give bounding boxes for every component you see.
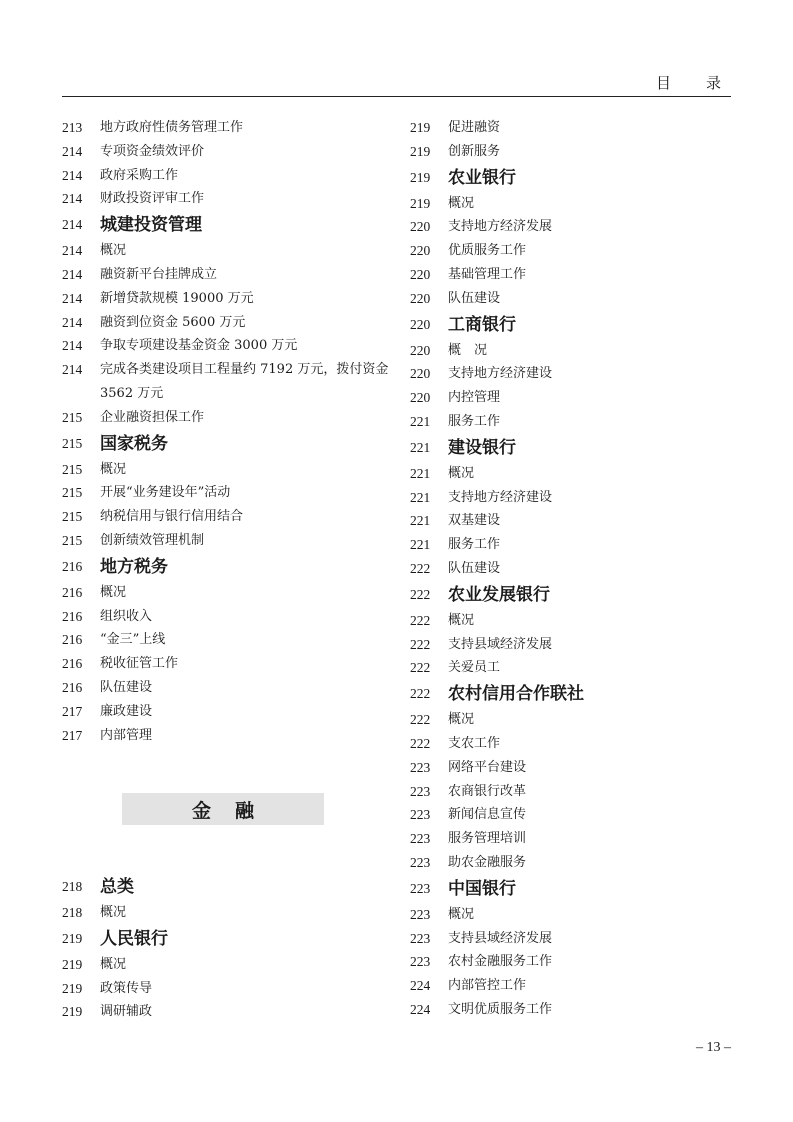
toc-page-number: 222 bbox=[410, 586, 431, 602]
toc-entry bbox=[62, 239, 392, 263]
toc-entry-title: 农村信用合作联社 bbox=[448, 684, 584, 705]
toc-entry-title: 基础管理工作 bbox=[448, 266, 527, 282]
toc-entry-title: 城建投资管理 bbox=[100, 215, 202, 236]
toc-entry-title: 内控管理 bbox=[448, 390, 501, 406]
toc-entry bbox=[410, 263, 740, 287]
toc-entry bbox=[410, 609, 740, 633]
toc-entry-title: 组织收入 bbox=[100, 608, 153, 624]
toc-left-column-after bbox=[62, 873, 392, 1024]
toc-page-number: 220 bbox=[410, 290, 431, 306]
toc-page-number: 222 bbox=[410, 560, 431, 576]
toc-page-number: 224 bbox=[410, 978, 431, 994]
toc-entry-title: 内部管理 bbox=[100, 727, 153, 743]
toc-entry-title: 概况 bbox=[100, 461, 127, 477]
toc-page-number: 216 bbox=[62, 558, 83, 574]
toc-entry bbox=[62, 311, 392, 335]
toc-entry-title: 完成各类建设项目工程量约 7192 万元，拨付资金 3562 万元 bbox=[100, 362, 389, 401]
toc-page-number: 220 bbox=[410, 219, 431, 235]
toc-entry bbox=[410, 486, 740, 510]
toc-page-number: 221 bbox=[410, 413, 431, 429]
toc-entry-title: 企业融资担保工作 bbox=[100, 409, 205, 425]
toc-page-number: 220 bbox=[410, 390, 431, 406]
toc-entry bbox=[410, 462, 740, 486]
toc-entry-title: 专项资金绩效评价 bbox=[100, 143, 205, 159]
toc-heading bbox=[410, 875, 740, 903]
toc-heading bbox=[62, 553, 392, 581]
toc-page-number: 218 bbox=[62, 879, 83, 894]
toc-entry-title: 助农金融服务 bbox=[448, 854, 527, 870]
toc-entry-title: 政策传导 bbox=[100, 980, 153, 996]
toc-entry-title: 概况 bbox=[448, 906, 475, 922]
toc-entry bbox=[62, 164, 392, 188]
toc-page-number: 222 bbox=[410, 712, 431, 728]
toc-entry bbox=[62, 529, 392, 553]
toc-entry-title: 创新服务 bbox=[448, 143, 501, 159]
toc-entry-title: 优质服务工作 bbox=[448, 243, 527, 259]
toc-page-number: 223 bbox=[410, 954, 431, 970]
toc-entry bbox=[62, 977, 392, 1001]
toc-entry bbox=[62, 953, 392, 977]
toc-entry bbox=[62, 187, 392, 211]
toc-entry bbox=[62, 652, 392, 676]
toc-entry bbox=[410, 239, 740, 263]
toc-page-number: 223 bbox=[410, 930, 431, 946]
toc-entry bbox=[62, 581, 392, 605]
toc-entry-title: 融资到位资金 5600 万元 bbox=[100, 314, 246, 330]
toc-left-column bbox=[62, 116, 392, 747]
toc-heading bbox=[62, 211, 392, 239]
toc-entry bbox=[410, 192, 740, 216]
toc-entry-title: 中国银行 bbox=[448, 878, 516, 899]
toc-entry-title: 农商银行改革 bbox=[448, 783, 527, 799]
toc-page-number: 214 bbox=[62, 243, 83, 259]
toc-page-number: 219 bbox=[62, 956, 83, 972]
toc-heading bbox=[62, 873, 392, 901]
toc-entry-title: 支持地方经济建设 bbox=[448, 489, 553, 505]
toc-page-number: 217 bbox=[62, 727, 83, 743]
toc-entry bbox=[62, 458, 392, 482]
toc-page-number: 222 bbox=[410, 636, 431, 652]
toc-page-number: 223 bbox=[410, 906, 431, 922]
toc-entry-title: 促进融资 bbox=[448, 120, 501, 135]
toc-page-number: 223 bbox=[410, 831, 431, 847]
toc-page-number: 214 bbox=[62, 143, 83, 159]
toc-entry bbox=[410, 903, 740, 927]
toc-page-number: 219 bbox=[410, 169, 431, 185]
toc-page-number: 222 bbox=[410, 612, 431, 628]
toc-entry bbox=[410, 410, 740, 434]
toc-entry bbox=[62, 605, 392, 629]
toc-page-number: 215 bbox=[62, 435, 83, 451]
toc-entry-title: 工商银行 bbox=[448, 314, 516, 335]
toc-entry bbox=[410, 633, 740, 657]
toc-entry-title: 创新绩效管理机制 bbox=[100, 532, 205, 548]
toc-entry-title: 新增贷款规模 19000 万元 bbox=[100, 290, 254, 306]
toc-page-number: 221 bbox=[410, 465, 431, 481]
toc-entry-title: 内部管控工作 bbox=[448, 978, 527, 994]
toc-entry bbox=[62, 505, 392, 529]
toc-page-number: 216 bbox=[62, 679, 83, 695]
toc-entry-title: “金三”上线 bbox=[100, 632, 166, 648]
toc-entry-title: 国家税务 bbox=[100, 433, 168, 454]
toc-entry-title: 服务管理培训 bbox=[448, 831, 527, 847]
toc-entry-title: 争取专项建设基金资金 3000 万元 bbox=[100, 338, 298, 354]
toc-entry bbox=[62, 287, 392, 311]
toc-entry bbox=[62, 628, 392, 652]
toc-page-number: 223 bbox=[410, 854, 431, 870]
toc-entry-title: 概 况 bbox=[448, 342, 488, 358]
toc-entry-title: 队伍建设 bbox=[100, 679, 153, 695]
toc-page-number: 223 bbox=[410, 783, 431, 799]
toc-entry-title: 税收征管工作 bbox=[100, 656, 179, 672]
toc-entry bbox=[410, 215, 740, 239]
toc-page-number: 223 bbox=[410, 807, 431, 823]
toc-entry-title: 支持地方经济发展 bbox=[448, 219, 553, 235]
toc-entry bbox=[410, 362, 740, 386]
toc-entry-title: 网络平台建设 bbox=[448, 759, 527, 775]
toc-page-number: 219 bbox=[62, 980, 83, 996]
toc-entry-title: 服务工作 bbox=[448, 413, 501, 429]
toc-page-number: 214 bbox=[62, 314, 83, 330]
toc-entry-title: 支农工作 bbox=[448, 735, 501, 751]
toc-page-number: 214 bbox=[62, 362, 83, 378]
toc-entry bbox=[410, 974, 740, 998]
section-title-box: 金融 bbox=[122, 793, 324, 825]
toc-entry-title: 农村金融服务工作 bbox=[448, 954, 553, 970]
toc-entry-title: 队伍建设 bbox=[448, 560, 501, 576]
toc-entry-title: 概况 bbox=[448, 465, 475, 481]
toc-page-number: 214 bbox=[62, 338, 83, 354]
toc-page-number: 213 bbox=[62, 120, 83, 135]
toc-entry bbox=[410, 708, 740, 732]
toc-entry-title: 服务工作 bbox=[448, 537, 501, 553]
toc-entry-title: 支持地方经济建设 bbox=[448, 366, 553, 382]
toc-entry bbox=[62, 406, 392, 430]
toc-page-number: 220 bbox=[410, 316, 431, 332]
toc-entry-title: 地方税务 bbox=[100, 556, 168, 577]
toc-entry bbox=[62, 358, 392, 406]
toc-entry bbox=[62, 676, 392, 700]
toc-entry-title: 支持县域经济发展 bbox=[448, 930, 553, 946]
toc-entry bbox=[62, 901, 392, 925]
toc-page-number: 221 bbox=[410, 513, 431, 529]
toc-entry-title: 队伍建设 bbox=[448, 290, 501, 306]
toc-entry bbox=[62, 700, 392, 724]
toc-entry-title: 新闻信息宣传 bbox=[448, 807, 527, 823]
toc-page-number: 220 bbox=[410, 342, 431, 358]
toc-entry-title: 概况 bbox=[100, 243, 127, 259]
toc-entry bbox=[410, 803, 740, 827]
toc-heading bbox=[410, 311, 740, 339]
toc-entry bbox=[410, 927, 740, 951]
toc-entry-title: 农业发展银行 bbox=[448, 584, 550, 605]
toc-entry-title: 概况 bbox=[100, 956, 127, 972]
toc-entry-title: 概况 bbox=[448, 712, 475, 728]
toc-entry bbox=[410, 732, 740, 756]
toc-page-number: 215 bbox=[62, 509, 83, 525]
toc-entry-title: 概况 bbox=[448, 195, 475, 211]
toc-page-number: 214 bbox=[62, 266, 83, 282]
toc-entry bbox=[410, 656, 740, 680]
toc-page-number: 222 bbox=[410, 686, 431, 702]
toc-entry-title: 建设银行 bbox=[448, 437, 516, 458]
toc-entry bbox=[410, 509, 740, 533]
toc-page-number: 216 bbox=[62, 632, 83, 648]
toc-entry bbox=[410, 533, 740, 557]
toc-page-number: 220 bbox=[410, 266, 431, 282]
toc-page-number: 222 bbox=[410, 735, 431, 751]
toc-entry-title: 总类 bbox=[100, 877, 134, 897]
toc-entry-title: 概况 bbox=[448, 612, 475, 628]
toc-page-number: 223 bbox=[410, 759, 431, 775]
toc-page-number: 214 bbox=[62, 167, 83, 183]
toc-entry bbox=[62, 1000, 392, 1024]
toc-heading bbox=[410, 164, 740, 192]
toc-entry-title: 概况 bbox=[100, 584, 127, 600]
toc-page-number: 215 bbox=[62, 409, 83, 425]
toc-page-number: 214 bbox=[62, 217, 83, 233]
toc-page-number: 219 bbox=[62, 930, 83, 946]
toc-entry-title: 融资新平台挂牌成立 bbox=[100, 266, 218, 282]
toc-page-number: 214 bbox=[62, 290, 83, 306]
toc-entry bbox=[410, 140, 740, 164]
toc-page-number: 215 bbox=[62, 532, 83, 548]
toc-entry bbox=[410, 780, 740, 804]
toc-entry bbox=[410, 557, 740, 581]
toc-page-number: 219 bbox=[410, 143, 431, 159]
toc-entry bbox=[62, 116, 392, 140]
toc-entry bbox=[62, 140, 392, 164]
toc-page-number: 220 bbox=[410, 243, 431, 259]
toc-entry-title: 廉政建设 bbox=[100, 703, 153, 719]
toc-entry-title: 概况 bbox=[100, 905, 127, 920]
toc-heading bbox=[410, 434, 740, 462]
toc-entry-title: 财政投资评审工作 bbox=[100, 191, 205, 207]
toc-entry bbox=[62, 481, 392, 505]
toc-entry-title: 农业银行 bbox=[448, 167, 516, 188]
toc-page-number: 224 bbox=[410, 1001, 431, 1017]
toc-heading bbox=[62, 430, 392, 458]
toc-page-number: 216 bbox=[62, 608, 83, 624]
toc-entry bbox=[410, 756, 740, 780]
toc-entry-title: 关爱员工 bbox=[448, 660, 501, 676]
page-number: – 13 – bbox=[696, 1040, 731, 1055]
toc-heading bbox=[410, 680, 740, 708]
toc-entry bbox=[410, 116, 740, 140]
toc-heading bbox=[62, 925, 392, 953]
toc-page-number: 223 bbox=[410, 880, 431, 896]
toc-entry-title: 政府采购工作 bbox=[100, 167, 179, 183]
toc-entry-title: 地方政府性债务管理工作 bbox=[100, 120, 244, 135]
toc-page-number: 215 bbox=[62, 485, 83, 501]
toc-entry bbox=[410, 386, 740, 410]
toc-entry bbox=[62, 263, 392, 287]
toc-page-number: 221 bbox=[410, 537, 431, 553]
toc-page-number: 219 bbox=[410, 195, 431, 211]
toc-entry bbox=[410, 998, 740, 1022]
header-rule bbox=[62, 96, 731, 97]
toc-page-number: 219 bbox=[410, 120, 431, 135]
toc-page-number: 217 bbox=[62, 703, 83, 719]
toc-page-number: 219 bbox=[62, 1004, 83, 1020]
toc-entry bbox=[410, 827, 740, 851]
toc-page-number: 222 bbox=[410, 660, 431, 676]
toc-page-number: 216 bbox=[62, 656, 83, 672]
toc-entry-title: 文明优质服务工作 bbox=[448, 1001, 553, 1017]
toc-entry-title: 支持县域经济发展 bbox=[448, 636, 553, 652]
toc-page-number: 216 bbox=[62, 584, 83, 600]
running-header-title: 目 录 bbox=[655, 74, 731, 92]
toc-entry-title: 调研辅政 bbox=[100, 1004, 153, 1020]
toc-page-number: 221 bbox=[410, 489, 431, 505]
toc-entry-title: 纳税信用与银行信用结合 bbox=[100, 509, 244, 525]
toc-entry bbox=[410, 851, 740, 875]
toc-page-number: 215 bbox=[62, 461, 83, 477]
toc-entry bbox=[410, 339, 740, 363]
toc-entry bbox=[62, 724, 392, 748]
toc-page-number: 214 bbox=[62, 191, 83, 207]
toc-page-number: 221 bbox=[410, 439, 431, 455]
toc-right-column bbox=[410, 116, 740, 1022]
toc-entry bbox=[410, 287, 740, 311]
toc-page-number: 218 bbox=[62, 905, 83, 920]
toc-entry-title: 开展“业务建设年”活动 bbox=[100, 485, 231, 501]
toc-entry bbox=[62, 334, 392, 358]
toc-page-number: 220 bbox=[410, 366, 431, 382]
toc-entry-title: 人民银行 bbox=[100, 928, 168, 949]
toc-entry-title: 双基建设 bbox=[448, 513, 501, 529]
toc-entry bbox=[410, 950, 740, 974]
toc-heading bbox=[410, 581, 740, 609]
